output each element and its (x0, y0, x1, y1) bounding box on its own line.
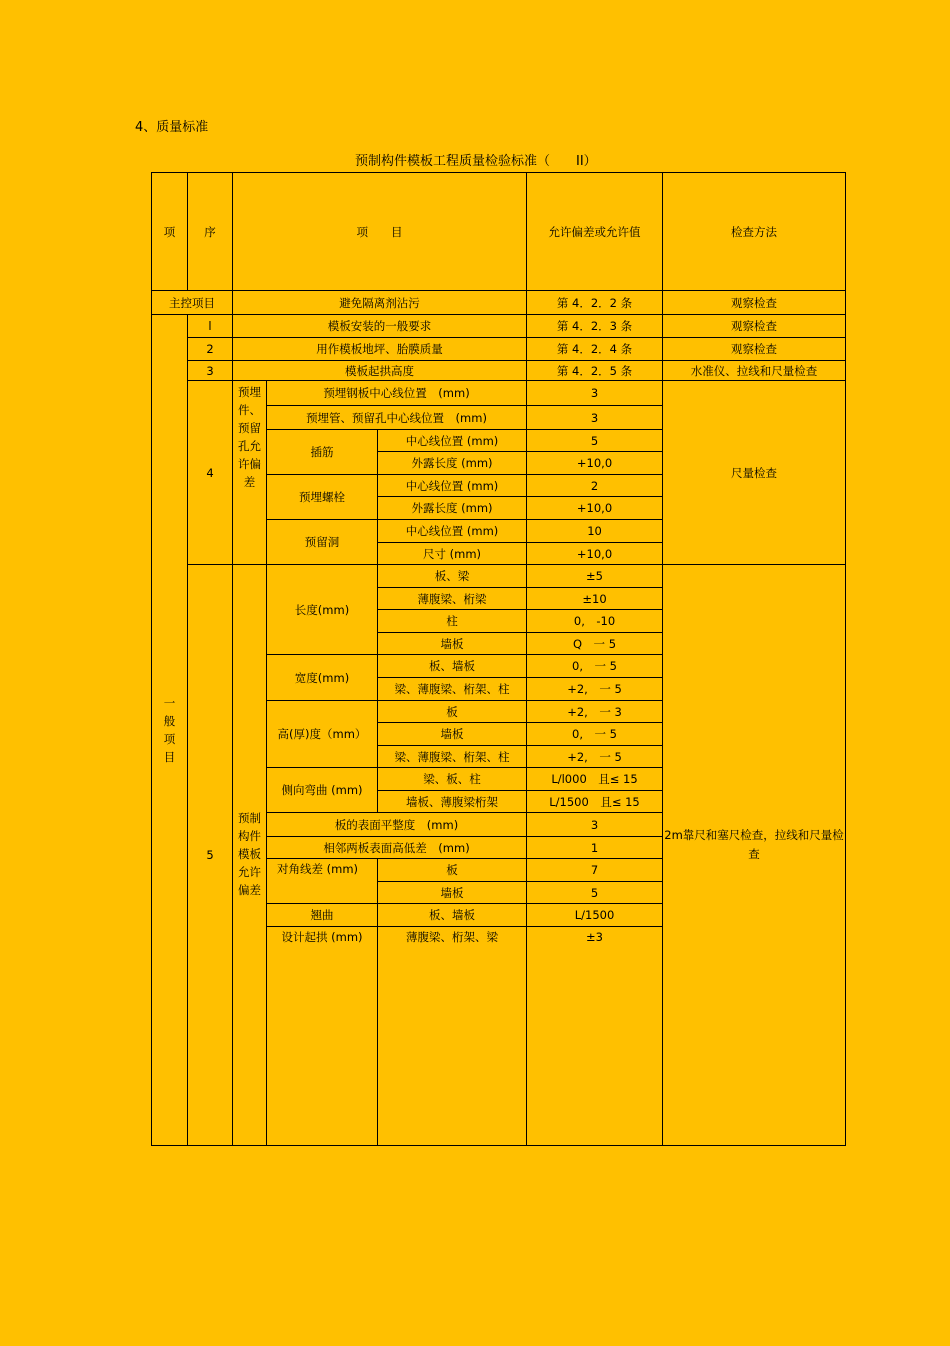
main-control-project: 避免隔离剂沾污 (233, 291, 527, 315)
row3-tolerance: 第 4．2．5 条 (527, 361, 663, 381)
row3-method: 水准仪、拉线和尺量检查 (663, 361, 846, 381)
g5-height-sub-1: 墙板 (378, 723, 527, 746)
g5-length-value-0: ±5 (527, 565, 663, 588)
group5-category: 预制构件模板允许偏差 (233, 565, 267, 1146)
g4-rebar-label: 插筋 (267, 430, 378, 475)
group4-method: 尺量检查 (663, 381, 846, 565)
row2-seq: 2 (188, 338, 233, 361)
g5-diagonal-value-0: 7 (527, 859, 663, 882)
table-row (152, 291, 846, 315)
g5-diagonal-value-1: 5 (527, 882, 663, 904)
row1-seq: l (188, 315, 233, 338)
group5-method-text: 2m靠尺和塞尺检查，拉线和尺量检查 (664, 828, 844, 861)
g5-adjacent-label: 相邻两板表面高低差 (mm) (267, 837, 527, 859)
g4-bolt-center-value: 2 (527, 475, 663, 497)
table-row (152, 565, 846, 588)
g5-height-value-0: +2, 一 3 (527, 701, 663, 723)
group5-method (663, 565, 846, 1146)
table-row (152, 338, 846, 361)
g5-bend-sub-0: 梁、板、柱 (378, 768, 527, 791)
table-caption: 预制构件模板工程质量检验标准（ II） (355, 154, 597, 169)
g5-length-label: 长度(mm) (267, 565, 378, 655)
header-project: 项 目 (233, 173, 527, 291)
quality-standard-table (151, 172, 846, 1146)
g4-hole-size-value: +10,0 (527, 543, 663, 565)
g5-height-sub-2: 梁、薄腹梁、桁架、柱 (378, 746, 527, 768)
g4-rebar-exposed-value: +10,0 (527, 452, 663, 475)
row2-tolerance: 第 4．2．4 条 (527, 338, 663, 361)
g5-camber-label: 设计起拱 (mm) (267, 927, 378, 1146)
g4-hole-center-value: 10 (527, 520, 663, 543)
g4-steel-plate-label: 预埋钢板中心线位置 (mm) (267, 381, 527, 406)
g5-bend-value-1: L/1500 且≤ 15 (527, 791, 663, 813)
general-label-text: 一般项目 (163, 696, 176, 764)
header-seq: 序 (188, 173, 233, 291)
group5-seq: 5 (188, 565, 233, 1146)
table-row (152, 361, 846, 381)
row1-tolerance: 第 4．2．3 条 (527, 315, 663, 338)
g5-diagonal-sub-0: 板 (378, 859, 527, 882)
g5-bend-label: 侧向弯曲 (mm) (267, 768, 378, 813)
header-item: 项 (152, 173, 188, 291)
g4-bolt-center-label: 中心线位置 (mm) (378, 475, 527, 497)
general-label (152, 315, 188, 1146)
g4-rebar-center-value: 5 (527, 430, 663, 452)
g5-height-sub-0: 板 (378, 701, 527, 723)
main-control-label: 主控项目 (152, 291, 233, 315)
g5-length-sub-2: 柱 (378, 610, 527, 633)
g5-diagonal-label: 对角线差 (mm) (267, 859, 378, 904)
main-control-tolerance: 第 4．2．2 条 (527, 291, 663, 315)
row3-seq: 3 (188, 361, 233, 381)
g4-hole-size-label: 尺寸 (mm) (378, 543, 527, 565)
g5-width-value-1: +2, 一 5 (527, 678, 663, 701)
row1-project: 模板安装的一般要求 (233, 315, 527, 338)
g4-bolt-label: 预埋螺栓 (267, 475, 378, 520)
g5-flatness-value: 3 (527, 813, 663, 837)
g5-camber-value: ±3 (527, 927, 663, 1146)
table-header-row (152, 173, 846, 291)
g4-hole-label: 预留洞 (267, 520, 378, 565)
group4-category: 预埋件、预留孔允许偏差 (233, 381, 267, 565)
g5-width-sub-0: 板、墙板 (378, 655, 527, 678)
g5-width-label: 宽度(mm) (267, 655, 378, 701)
table-row (152, 315, 846, 338)
g5-length-sub-3: 墙板 (378, 633, 527, 655)
g5-width-sub-1: 梁、薄腹梁、桁架、柱 (378, 678, 527, 701)
g4-bolt-exposed-value: +10,0 (527, 497, 663, 520)
g5-height-label: 高(厚)度（mm） (267, 701, 378, 768)
g5-height-value-1: 0, 一 5 (527, 723, 663, 746)
section-heading: 4、质量标准 (135, 120, 209, 135)
g5-diagonal-sub-1: 墙板 (378, 882, 527, 904)
row3-project: 模板起拱高度 (233, 361, 527, 381)
g5-length-value-1: ±10 (527, 588, 663, 610)
g4-pipe-label: 预埋管、预留孔中心线位置 (mm) (267, 406, 527, 430)
g5-flatness-label: 板的表面平整度 (mm) (267, 813, 527, 837)
row2-method: 观察检查 (663, 338, 846, 361)
g5-camber-sub: 薄腹梁、桁架、梁 (378, 927, 527, 1146)
header-tolerance: 允许偏差或允许值 (527, 173, 663, 291)
g4-rebar-exposed-label: 外露长度 (mm) (378, 452, 527, 475)
table-row (152, 381, 846, 406)
g5-bend-sub-1: 墙板、薄腹梁桁架 (378, 791, 527, 813)
main-control-method: 观察检查 (663, 291, 846, 315)
row1-method: 观察检查 (663, 315, 846, 338)
g5-length-sub-0: 板、梁 (378, 565, 527, 588)
header-method: 检查方法 (663, 173, 846, 291)
g5-warp-sub: 板、墙板 (378, 904, 527, 927)
g4-rebar-center-label: 中心线位置 (mm) (378, 430, 527, 452)
g5-adjacent-value: 1 (527, 837, 663, 859)
g5-warp-value: L/1500 (527, 904, 663, 927)
g5-height-value-2: +2, 一 5 (527, 746, 663, 768)
g5-warp-label: 翘曲 (267, 904, 378, 927)
g5-bend-value-0: L/l000 且≤ 15 (527, 768, 663, 791)
g4-hole-center-label: 中心线位置 (mm) (378, 520, 527, 543)
g4-steel-plate-value: 3 (527, 381, 663, 406)
g4-bolt-exposed-label: 外露长度 (mm) (378, 497, 527, 520)
g5-length-value-3: Q 一 5 (527, 633, 663, 655)
g4-pipe-value: 3 (527, 406, 663, 430)
g5-length-sub-1: 薄腹梁、桁梁 (378, 588, 527, 610)
g5-length-value-2: 0, -10 (527, 610, 663, 633)
group4-seq: 4 (188, 381, 233, 565)
row2-project: 用作模板地坪、胎膜质量 (233, 338, 527, 361)
g5-width-value-0: 0, 一 5 (527, 655, 663, 678)
